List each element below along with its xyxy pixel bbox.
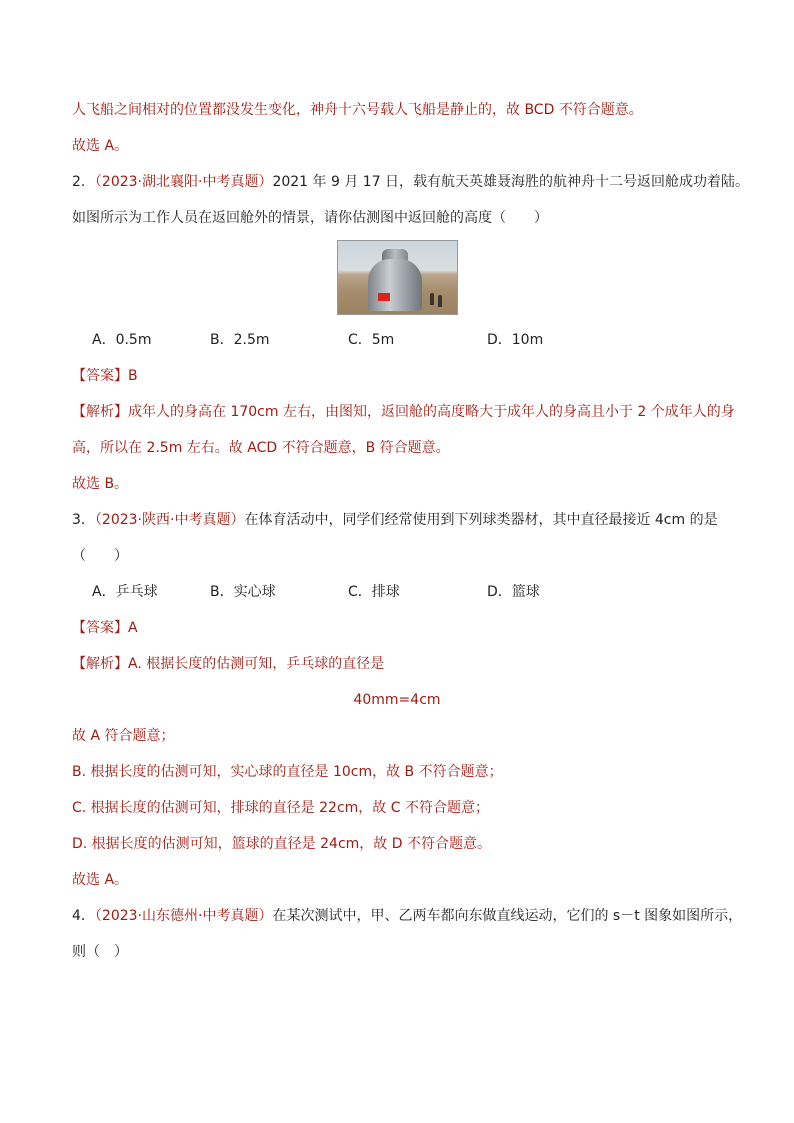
q3-formula: 40mm=4cm: [353, 692, 441, 708]
q1-analysis-line: 人飞船之间相对的位置都没发生变化，神舟十六号载人飞船是静止的，故 BCD 不符合题意。: [72, 102, 643, 118]
q2-conclusion: 故选 B。: [72, 476, 129, 492]
return-capsule-photo: [337, 240, 458, 315]
q3-number: 3．: [72, 512, 95, 528]
q3-source: （2023·陕西·中考真题）: [94, 512, 245, 528]
q4-stem-text: 在某次测试中，甲、乙两车都向东做直线运动，它们的 s－t 图象如图所示，: [272, 908, 743, 924]
worker-figure: [430, 293, 434, 305]
q3-analysis-d: D. 根据长度的估测可知，篮球的直径是 24cm，故 D 不符合题意。: [72, 836, 491, 852]
q3-option-d[interactable]: D．篮球: [487, 584, 540, 600]
analysis-text: A. 根据长度的估测可知，乒乓球的直径是: [128, 656, 385, 672]
q2-stem-line1: [72, 172, 749, 192]
worker-figure: [438, 295, 442, 307]
q3-analysis-a2: 故 A 符合题意；: [72, 728, 175, 744]
q2-analysis-line1: [72, 402, 735, 422]
q2-option-b[interactable]: B．2.5m: [210, 332, 270, 348]
q2-answer: [72, 366, 138, 386]
analysis-label: 【解析】: [72, 656, 128, 672]
analysis-text: 成年人的身高在 170cm 左右，由图知，返回舱的高度略大于成年人的身高且小于 2 个成年人的身: [128, 404, 735, 420]
q3-analysis-c: C. 根据长度的估测可知，排球的直径是 22cm，故 C 不符合题意；: [72, 800, 489, 816]
q3-conclusion: 故选 A。: [72, 872, 129, 888]
q2-option-a[interactable]: A．0.5m: [92, 332, 152, 348]
q3-option-a[interactable]: A．乒乓球: [92, 584, 158, 600]
q2-stem-text: 2021 年 9 月 17 日，载有航天英雄聂海胜的航神舟十二号返回舱成功着陆。: [272, 174, 750, 190]
capsule-body: [368, 259, 422, 311]
q2-stem-line2: 如图所示为工作人员在返回舱外的情景，请你估测图中返回舱的高度（ ）: [72, 210, 548, 226]
q4-stem-line2: 则（ ）: [72, 944, 128, 960]
q3-stem-line1: [72, 510, 718, 530]
answer-value: A: [128, 620, 138, 636]
analysis-label: 【解析】: [72, 404, 128, 420]
answer-label: 【答案】: [72, 368, 128, 384]
q3-stem-text: 在体育活动中，同学们经常使用到下列球类器材，其中直径最接近 4cm 的是: [244, 512, 718, 528]
q3-analysis-b: B. 根据长度的估测可知，实心球的直径是 10cm，故 B 不符合题意；: [72, 764, 503, 780]
q4-source: （2023·山东德州·中考真题）: [94, 908, 273, 924]
answer-label: 【答案】: [72, 620, 128, 636]
q1-conclusion: 故选 A。: [72, 138, 129, 154]
q3-option-c[interactable]: C．排球: [348, 584, 400, 600]
flag-mark: [378, 293, 390, 301]
q2-source: （2023·湖北襄阳·中考真题）: [94, 174, 273, 190]
q2-number: 2．: [72, 174, 95, 190]
q2-option-c[interactable]: C．5m: [348, 332, 395, 348]
answer-value: B: [128, 368, 138, 384]
q3-answer: [72, 618, 138, 638]
q3-stem-line2: （ ）: [72, 548, 128, 564]
q2-analysis-line2: 高，所以在 2.5m 左右。故 ACD 不符合题意，B 符合题意。: [72, 440, 450, 456]
q3-option-b[interactable]: B．实心球: [210, 584, 276, 600]
q2-option-d[interactable]: D．10m: [487, 332, 544, 348]
q4-number: 4．: [72, 908, 95, 924]
q3-analysis-line1: [72, 654, 384, 674]
q4-stem-line1: [72, 906, 742, 926]
